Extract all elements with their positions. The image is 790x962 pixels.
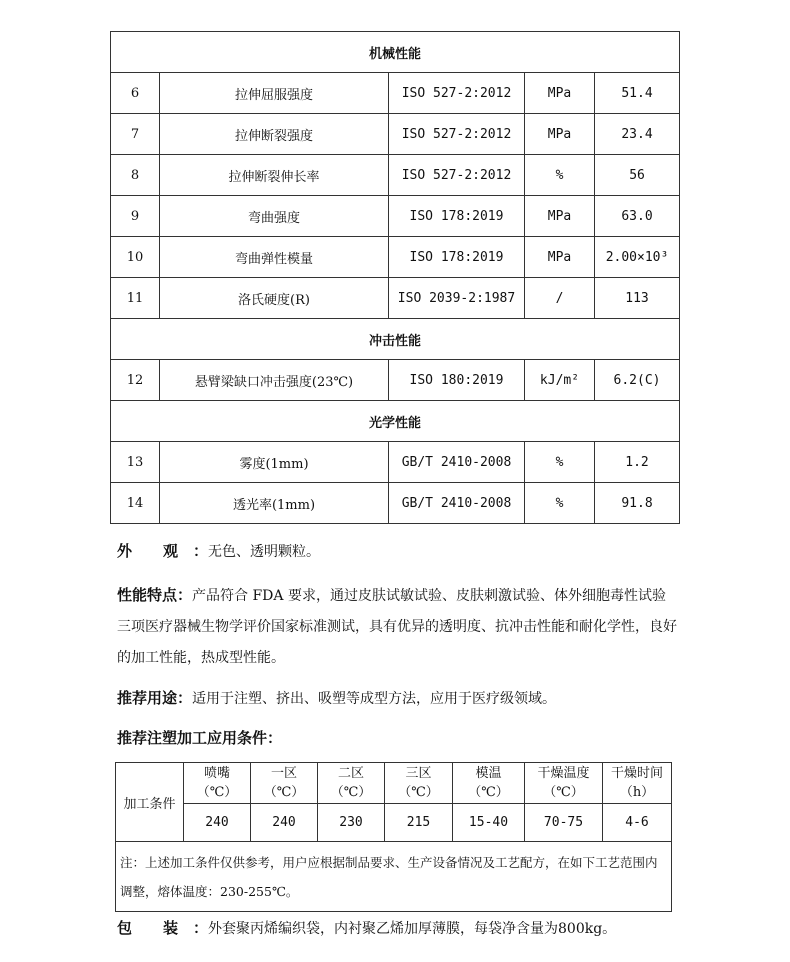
unit: %: [525, 442, 595, 483]
column-header: 喷嘴 （℃）: [184, 763, 251, 804]
value: 91.8: [595, 483, 680, 524]
value: 6.2(C): [595, 360, 680, 401]
table-row: [111, 114, 680, 155]
section-header-row: [111, 32, 680, 73]
row-number: 8: [111, 155, 160, 196]
packaging-label: 包 装: [117, 919, 179, 937]
section-header-row: [111, 319, 680, 360]
test-standard: GB/T 2410-2008: [389, 442, 525, 483]
column-header: 干燥时间 （h）: [603, 763, 672, 804]
value: 2.00×10³: [595, 237, 680, 278]
processing-value: 240: [251, 804, 318, 842]
table-row: [111, 360, 680, 401]
property-name: 洛氏硬度(R): [160, 278, 389, 319]
processing-value-row: [116, 804, 672, 842]
usage-label: 推荐用途：: [117, 689, 193, 707]
unit: %: [525, 483, 595, 524]
processing-value: 230: [318, 804, 385, 842]
unit: MPa: [525, 114, 595, 155]
column-header: 三区 （℃）: [385, 763, 453, 804]
test-standard: ISO 527-2:2012: [389, 114, 525, 155]
processing-value: 215: [385, 804, 453, 842]
row-number: 12: [111, 360, 160, 401]
processing-table: [115, 762, 672, 912]
section-title: 冲击性能: [111, 319, 680, 360]
processing-row-label: 加工条件: [116, 763, 184, 842]
table-row: [111, 237, 680, 278]
row-number: 11: [111, 278, 160, 319]
value: 113: [595, 278, 680, 319]
test-standard: ISO 527-2:2012: [389, 73, 525, 114]
features-paragraph: [117, 580, 677, 674]
processing-heading: 推荐注塑加工应用条件：: [117, 729, 283, 747]
processing-value: 15-40: [453, 804, 525, 842]
usage-text: 适用于注塑、挤出、吸塑等成型方法，应用于医疗级领域。: [192, 691, 557, 707]
column-header: 模温 （℃）: [453, 763, 525, 804]
table-row: [111, 442, 680, 483]
property-name: 雾度(1mm): [160, 442, 389, 483]
value: 1.2: [595, 442, 680, 483]
property-name: 弯曲强度: [160, 196, 389, 237]
property-name: 悬臂梁缺口冲击强度(23℃): [160, 360, 389, 401]
row-number: 9: [111, 196, 160, 237]
test-standard: GB/T 2410-2008: [389, 483, 525, 524]
test-standard: ISO 178:2019: [389, 237, 525, 278]
processing-value: 4-6: [603, 804, 672, 842]
column-header: 二区 （℃）: [318, 763, 385, 804]
property-name: 弯曲弹性模量: [160, 237, 389, 278]
row-number: 10: [111, 237, 160, 278]
test-standard: ISO 180:2019: [389, 360, 525, 401]
row-number: 7: [111, 114, 160, 155]
property-name: 拉伸屈服强度: [160, 73, 389, 114]
unit: /: [525, 278, 595, 319]
processing-note: 注：上述加工条件仅供参考，用户应根据制品要求、生产设备情况及工艺配方，在如下工艺范围内调整，熔体温度：230-255℃。: [116, 842, 672, 912]
usage-paragraph: [117, 683, 677, 715]
table-row: [111, 155, 680, 196]
processing-header-row: [116, 763, 672, 804]
processing-note-row: [116, 842, 672, 912]
section-header-row: [111, 401, 680, 442]
features-text: 产品符合 FDA 要求，通过皮肤试敏试验、皮肤刺激试验、体外细胞毒性试验三项医疗器械生物学评价国家标准测试，具有优异的透明度、抗冲击性能和耐化学性，良好的加工性能，热成型性能。: [117, 588, 677, 666]
appearance-label: 外 观: [117, 542, 179, 560]
test-standard: ISO 178:2019: [389, 196, 525, 237]
row-number: 13: [111, 442, 160, 483]
unit: MPa: [525, 73, 595, 114]
section-title: 机械性能: [111, 32, 680, 73]
table-row: [111, 278, 680, 319]
value: 56: [595, 155, 680, 196]
unit: MPa: [525, 196, 595, 237]
value: 51.4: [595, 73, 680, 114]
appearance-text: 无色、透明颗粒。: [208, 544, 321, 560]
test-standard: ISO 527-2:2012: [389, 155, 525, 196]
property-name: 透光率(1mm): [160, 483, 389, 524]
property-name: 拉伸断裂强度: [160, 114, 389, 155]
table-row: [111, 73, 680, 114]
row-number: 14: [111, 483, 160, 524]
property-name: 拉伸断裂伸长率: [160, 155, 389, 196]
unit: MPa: [525, 237, 595, 278]
properties-table: [110, 31, 680, 524]
column-header: 干燥温度 （℃）: [525, 763, 603, 804]
test-standard: ISO 2039-2:1987: [389, 278, 525, 319]
unit: %: [525, 155, 595, 196]
packaging-text: 外套聚丙烯编织袋，内衬聚乙烯加厚薄膜，每袋净含量为800kg。: [208, 921, 617, 937]
value: 63.0: [595, 196, 680, 237]
value: 23.4: [595, 114, 680, 155]
section-title: 光学性能: [111, 401, 680, 442]
appearance-paragraph: 外 观 ：无色、透明颗粒。: [117, 536, 677, 568]
table-row: [111, 196, 680, 237]
unit: kJ/m²: [525, 360, 595, 401]
features-label: 性能特点：: [117, 586, 193, 604]
row-number: 6: [111, 73, 160, 114]
processing-value: 240: [184, 804, 251, 842]
processing-value: 70-75: [525, 804, 603, 842]
column-header: 一区 （℃）: [251, 763, 318, 804]
table-row: [111, 483, 680, 524]
packaging-paragraph: 包 装 ：外套聚丙烯编织袋，内衬聚乙烯加厚薄膜，每袋净含量为800kg。: [117, 913, 677, 945]
